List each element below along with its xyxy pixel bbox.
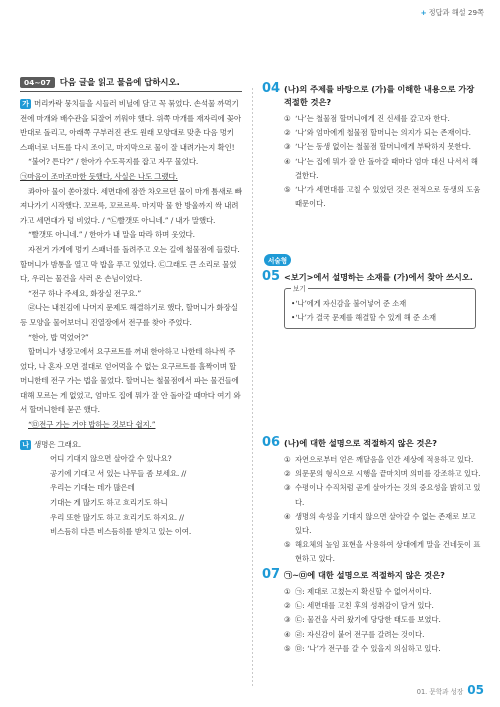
passage-na — [20, 438, 242, 540]
example-item: •‘나’에게 자신감을 불어넣어 준 소재 — [291, 299, 407, 308]
choice-item[interactable]: ② ‘나’와 엄마에게 철물점 할머니는 의지가 되는 존재이다. — [284, 128, 471, 138]
question-number: 05 — [262, 269, 281, 284]
passage-column — [20, 76, 242, 540]
question-06 — [262, 436, 484, 567]
page-footer — [417, 683, 484, 697]
page-number: 05 — [467, 683, 484, 697]
passage-paragraph: “불어? 튼다?” / 한아가 수도꼭지를 잡고 자꾸 물었다. — [28, 157, 199, 167]
question-text: (나)에 대한 설명으로 적절하지 않은 것은? — [284, 438, 438, 448]
choice-item[interactable]: ④ ‘나’는 집에 뭐가 잘 안 돌아갈 때마다 엄마 대신 나서서 해결한다. — [284, 156, 478, 180]
passage-paragraph: 콰아아 물이 쏟아졌다. 세면대에 잠깐 차오르던 물이 마개 틈새로 빠져나가기 시작했다. 꼬르륵, 꼬르르륵. 마지막 물 한 방울까지 싹 내려가고 세면대가 텅 비었다. / “㉡빨갯또 아니네.” / 내가 말했다. — [20, 186, 242, 225]
choice-item[interactable]: ④ ㉣: 자신감이 붙어 전구를 갈려는 것이다. — [284, 629, 425, 639]
example-item: •‘나’가 결국 문제를 해결할 수 있게 해 준 소재 — [291, 312, 437, 322]
header-label: 정답과 해설 29쪽 — [428, 8, 484, 17]
choice-list — [262, 453, 484, 567]
choice-item[interactable]: ② ㉡: 세면대를 고친 후의 성취감이 담겨 있다. — [284, 601, 434, 611]
question-text: ㉠~㉤에 대한 설명으로 적절하지 않은 것은? — [284, 570, 445, 580]
passage-paragraph: “전구 하나 주세요, 화장실 전구요.” — [28, 288, 142, 298]
choice-item[interactable]: ① 자연으로부터 얻은 깨달음을 인간 세상에 적용하고 있다. — [284, 455, 474, 464]
choice-item[interactable]: ④ 생명의 속성을 기대지 않으면 살아갈 수 없는 존재로 보고 있다. — [284, 511, 476, 536]
question-text: (나)의 주제를 바탕으로 (가)를 이해한 내용으로 가장 적절한 것은? — [284, 84, 475, 107]
question-group-title: 다음 글을 읽고 물음에 답하시오. — [59, 77, 180, 87]
passage-paragraph: ㉣나는 내친김에 나머지 문제도 해결하기로 했다, 할머니가 화장실 등 모양을 물어보더니 진열장에서 전구를 찾아 주었다. — [20, 303, 238, 327]
column-divider — [252, 88, 253, 688]
poem-line: 어디 기대지 않으면 살아갈 수 있나요? — [50, 454, 172, 464]
poem-line: 비스듬히 다른 비스듬히를 받치고 있는 이여. — [50, 527, 192, 537]
example-box — [284, 285, 476, 329]
poem-body — [20, 452, 242, 540]
passage-paragraph: 자전거 가게에 멍키 스패너를 돌려주고 오는 길에 철물점에 들렀다. 할머니가 밤통을 열고 막 밥을 푸고 있었다. ㉢그래도 큰 소리로 물었다, 우리는 물건을 사러 온 손님이었다. — [20, 244, 240, 284]
poem-line: 나 생명은 그래요. — [20, 438, 242, 453]
poem-line: 우리는 기대는 데가 많은데 — [50, 483, 135, 493]
choice-item[interactable]: ⑤ ‘나’가 세면대를 고칠 수 있었던 것은 전적으로 동생의 도움 때문이다. — [284, 185, 481, 209]
choice-item[interactable]: ③ ‘나’는 동생 없이는 철물점 할머니에게 부탁하지 못한다. — [284, 142, 471, 152]
header-plus: + — [420, 8, 427, 17]
passage-paragraph: “한아, 밥 먹었어?” — [28, 332, 89, 342]
footer-section-title: 01. 문학과 성장 — [416, 688, 464, 696]
choice-item[interactable]: ① ㉠: 제대로 고쳤는지 확신할 수 없어서이다. — [284, 587, 432, 596]
poem-line: 기대는 게 많기도 하고 흐리기도 하니 — [50, 498, 168, 508]
choice-item[interactable]: ③ ㉢: 물건을 사러 왔기에 당당한 태도를 보였다. — [284, 615, 441, 625]
poem-line: 공기에 기대고 서 있는 나무들 좀 보세요. // — [50, 468, 187, 478]
passage-paragraph: ㉠마음이 조마조마한 듯했다, 사실은 나도 그랬다. — [20, 171, 178, 181]
choice-list — [262, 585, 484, 656]
passage-paragraph: “㉤전구 가는 거야 밥하는 것보다 쉽지.” — [28, 420, 156, 430]
choice-item[interactable]: ⑤ 해요체의 높임 표현을 사용하여 상대에게 말을 건네듯이 표현하고 있다. — [284, 540, 481, 564]
essay-type-badge: 서술형 — [264, 254, 291, 266]
choice-list — [262, 112, 484, 211]
poem-line: 우리 또한 많기도 하고 흐리기도 하지요. // — [50, 512, 184, 522]
choice-item[interactable]: ⑤ ㉤: ‘나’가 전구를 갈 수 있을지 의심하고 있다. — [284, 643, 441, 653]
question-number: 04 — [262, 81, 281, 96]
passage-paragraph: 가 머리카락 뭉치들을 시들러 비닐에 담고 꼭 묶었다. 손석물 까먹기 전에 마개와 배수관을 되잘어 끼워야 했다. 위쪽 마개를 재자리에 꽂아 반대로 돌리고, 아래쪽 구부러진 관도 원래 모양대로 맞춘 다음 멍키 스패너로 너트를 다시 조이고, 마지막으로 물이 잘 내려가는지 확인! — [20, 99, 241, 152]
question-number: 07 — [262, 567, 281, 582]
question-05 — [262, 248, 484, 329]
question-number: 06 — [262, 435, 281, 450]
question-04 — [262, 82, 484, 211]
choice-item[interactable]: ③ 수평이나 수직처럼 곧게 살아가는 것의 중요성을 밝히고 있다. — [284, 483, 481, 507]
choice-item[interactable]: ② 의문문의 형식으로 시행을 끝마치며 의미를 강조하고 있다. — [284, 469, 481, 479]
question-group-header — [20, 76, 242, 92]
question-range-tag: 04~07 — [20, 77, 55, 88]
passage-paragraph: 할머니가 냉장고에서 요구르트를 꺼내 한아하고 나한테 하나씩 주었다, 나 혼자 오면 절대로 얻어먹을 수 없는 요구르트를 홀짝이며 할머니한테 전구 가는 법을 물었다. 할머니는 철물점에서 파는 물건들에 대해 모르는 게 없었고, 엄마도 집에 뭐가 잘 안 돌아갈 때마다 여기 와서 할머니한테 묻곤 했다. — [20, 347, 241, 415]
section-mark-na: 나 — [20, 440, 31, 450]
passage-ga — [20, 97, 242, 433]
question-text: <보기>에서 설명하는 소재를 (가)에서 찾아 쓰시오. — [284, 272, 473, 282]
section-mark-ga: 가 — [20, 99, 31, 109]
choice-item[interactable]: ① ‘나’는 철물점 할머니에게 진 신세를 갚고자 한다. — [284, 114, 450, 123]
passage-paragraph: “빨갯또 아니네.” / 한아가 내 말을 따라 하며 웃었다. — [28, 230, 195, 240]
page-header — [421, 8, 484, 18]
question-07 — [262, 568, 484, 656]
example-box-label: 보기 — [291, 283, 308, 297]
